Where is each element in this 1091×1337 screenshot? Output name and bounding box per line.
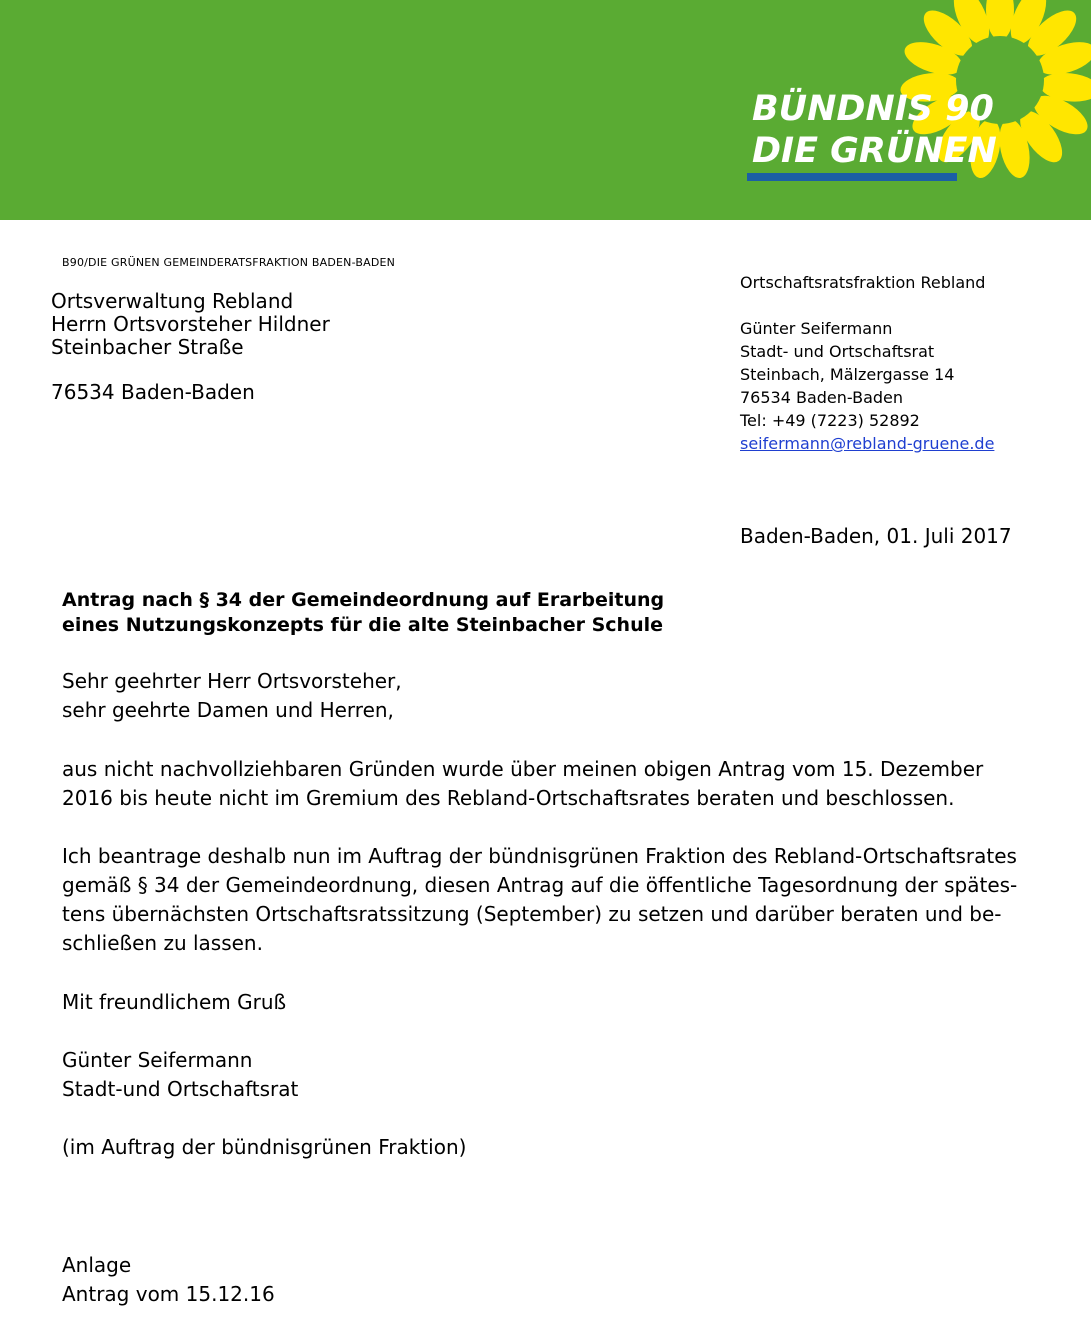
attachment-item: Antrag vom 15.12.16 (62, 1282, 275, 1306)
contact-name: Günter Seifermann (740, 319, 893, 338)
paragraph-line: tens übernächsten Ortschaftsratssitzung (September) zu setzen und darüber beraten und be- (62, 902, 1002, 926)
salutation (62, 667, 1022, 725)
paragraph-line: Ich beantrage deshalb nun im Auftrag der bündnisgrünen Fraktion des Rebland-Ortschaftsrates (62, 844, 1017, 868)
attachment (62, 1251, 1022, 1309)
contact-group: Ortschaftsratsfraktion Rebland (740, 273, 986, 292)
header-banner (0, 0, 1091, 220)
attachment-label: Anlage (62, 1253, 132, 1277)
paragraph-line: schließen zu lassen. (62, 931, 263, 955)
recipient-line: Ortsverwaltung Rebland (51, 289, 294, 313)
salutation-line: sehr geehrte Damen und Herren, (62, 698, 394, 722)
logo-underline-bar (747, 173, 957, 181)
paragraph-line: gemäß § 34 der Gemeindeordnung, diesen Antrag auf die öffentliche Tagesordnung der spätes- (62, 873, 1018, 897)
sender-contact-block (740, 271, 994, 455)
letter-subject (62, 588, 664, 638)
contact-street: Steinbach, Mälzergasse 14 (740, 365, 955, 384)
contact-email-link[interactable]: seifermann@rebland-gruene.de (740, 434, 995, 453)
recipient-line: Herrn Ortsvorsteher Hildner (51, 312, 330, 336)
subject-line: eines Nutzungskonzepts für die alte Steinbacher Schule (62, 614, 664, 636)
paragraph-2 (62, 842, 1022, 958)
contact-role: Stadt- und Ortschaftsrat (740, 342, 935, 361)
salutation-line: Sehr geehrter Herr Ortsvorsteher, (62, 669, 402, 693)
signature-name: Günter Seifermann (62, 1048, 253, 1072)
logo-line-1: BÜNDNIS 90 (752, 89, 994, 129)
letter-date: Baden-Baden, 01. Juli 2017 (740, 524, 1012, 548)
closing (62, 988, 1022, 1017)
subject-line: Antrag nach § 34 der Gemeindeordnung auf Erarbeitung (62, 589, 665, 611)
recipient-address (51, 290, 330, 404)
signature (62, 1046, 1022, 1104)
paragraph-1 (62, 755, 1022, 813)
closing-text: Mit freundlichem Gruß (62, 990, 287, 1014)
sender-return-line: B90/DIE GRÜNEN GEMEINDERATSFRAKTION BADEN-BADEN (62, 256, 396, 269)
signature-role: Stadt-und Ortschaftsrat (62, 1077, 299, 1101)
paragraph-line: aus nicht nachvollziehbaren Gründen wurde über meinen obigen Antrag vom 15. Dezember (62, 757, 984, 781)
mandate-note (62, 1133, 1022, 1162)
recipient-line: Steinbacher Straße (51, 335, 244, 359)
party-logo-text (752, 88, 997, 172)
contact-city: 76534 Baden-Baden (740, 388, 904, 407)
paragraph-line: 2016 bis heute nicht im Gremium des Rebland-Ortschaftsrates beraten und beschlossen. (62, 786, 955, 810)
recipient-city: 76534 Baden-Baden (51, 380, 255, 404)
logo-line-2: DIE GRÜNEN (752, 131, 997, 171)
note-text: (im Auftrag der bündnisgrünen Fraktion) (62, 1135, 467, 1159)
contact-phone: Tel: +49 (7223) 52892 (740, 411, 920, 430)
